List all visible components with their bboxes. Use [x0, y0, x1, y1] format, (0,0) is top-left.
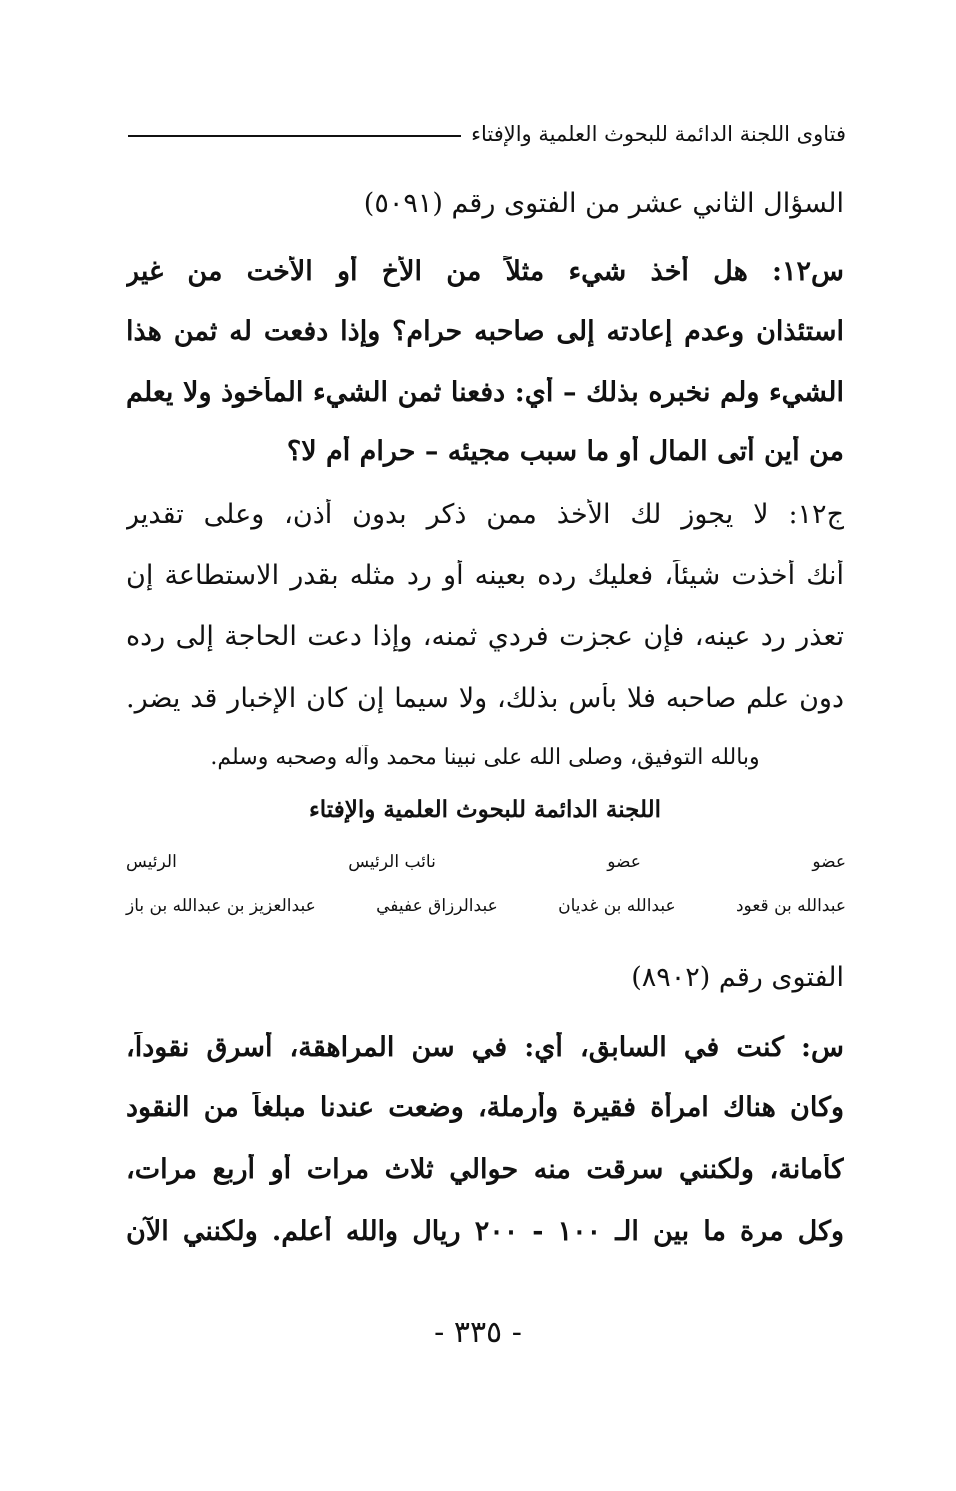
header-title: فتاوى اللجنة الدائمة للبحوث العلمية والإفتاء — [471, 122, 846, 146]
closing-line: وبالله التوفيق، وصلى الله على نبينا محمد وآله وصحبه وسلم. — [210, 745, 760, 770]
signature-names — [126, 896, 846, 916]
member-role: عضو — [607, 852, 641, 872]
page-number: - ٣٣٥ - — [434, 1315, 522, 1350]
running-header — [128, 116, 846, 152]
question-heading: السؤال الثاني عشر من الفتوى رقم (٥٠٩١) — [363, 188, 844, 219]
question-line: استئذان وعدم إعادته إلى صاحبه حرام؟ وإذا دفعت له ثمن هذا — [126, 316, 844, 347]
answer-line: دون علم صاحبه فلا بأس بذلك، ولا سيما إن كان الإخبار قد يضر. — [126, 683, 844, 714]
fatwa-heading: الفتوى رقم (٨٩٠٢) — [631, 962, 844, 993]
question-line: الشيء ولم نخبره بذلك – أي: دفعنا ثمن الشيء المأخوذ ولا يعلم — [126, 377, 844, 408]
question-line: من أين أتى المال أو ما سبب مجيئه – حرام أم لا؟ — [286, 436, 844, 467]
answer-line: ج١٢: لا يجوز لك الأخذ ممن ذكر بدون أذن، وعلى تقدير — [126, 499, 844, 530]
member-name: عبدالله بن قعود — [735, 896, 846, 916]
signature-roles — [126, 852, 846, 872]
question-line: كأمانة، ولكنني سرقت منه حوالي ثلاث مرات أو أربع مرات، — [126, 1154, 844, 1185]
question-line: وكل مرة ما بين الـ ١٠٠ - ٢٠٠ ريال والله أعلم. ولكنني الآن — [126, 1216, 844, 1247]
header-rule — [128, 135, 461, 137]
question-line: س: كنت في السابق، أي: في سن المراهقة، أسرق نقوداً، — [126, 1032, 844, 1063]
member-role: عضو — [812, 852, 846, 872]
answer-line: تعذر رد عينه، فإن عجزت فردي ثمنه، وإذا دعت الحاجة إلى رده — [126, 621, 844, 652]
member-name: عبدالرزاق عفيفي — [376, 896, 498, 916]
member-name: عبدالعزيز بن عبدالله بن باز — [126, 896, 316, 916]
answer-line: أنك أخذت شيئاً، فعليك رده بعينه أو رد مثله بقدر الاستطاعة إن — [126, 560, 844, 591]
member-role: نائب الرئيس — [348, 852, 436, 872]
question-line: وكان هناك امرأة فقيرة وأرملة، وضعت عندنا مبلغاً من النقود — [126, 1092, 844, 1123]
question-line: س١٢: هل أخذ شيء مثلاً من الأخ أو الأخت من غير — [126, 256, 844, 287]
member-role: الرئيس — [126, 852, 177, 872]
member-name: عبدالله بن غديان — [558, 896, 676, 916]
committee-title: اللجنة الدائمة للبحوث العلمية والإفتاء — [308, 796, 662, 823]
